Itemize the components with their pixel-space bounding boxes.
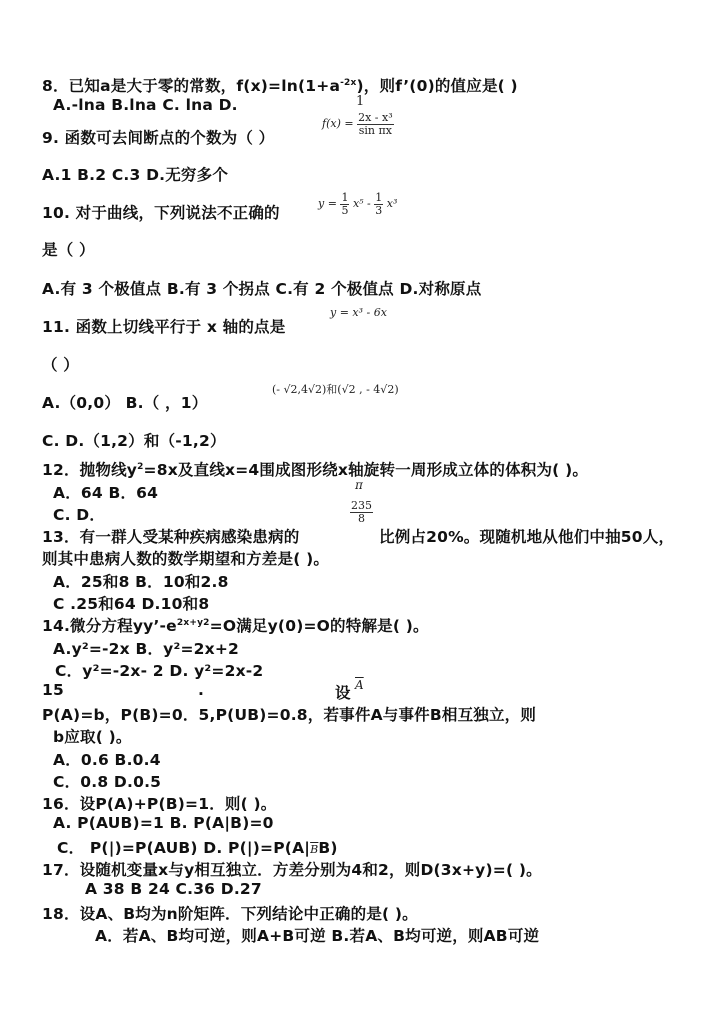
q11-option-c-d: C. D.（1,2）和（-1,2）	[42, 432, 226, 450]
q9-options: A.1 B.2 C.3 D.无穷多个	[42, 166, 229, 184]
q10-options: A.有 3 个极值点 B.有 3 个拐点 C.有 2 个极值点 D.对称原点	[42, 280, 482, 298]
q11-option-a-b: A.（0,0） B.（ ，1）	[42, 394, 208, 412]
q15-options-ab: A．0.6 B.0.4	[53, 751, 161, 769]
q15-options-cd: C．0.8 D.0.5	[53, 773, 162, 791]
q10-stem: 10. 对于曲线，下列说法不正确的	[42, 204, 280, 222]
q16-math: $\overline{B}$	[310, 843, 319, 856]
q12-fraction: $\frac{235}{8}$	[351, 499, 372, 525]
q16-options-ab: A. P(AUB)=1 B. P(A|B)=0	[53, 814, 274, 832]
q11-stem: 11. 函数上切线平行于 x 轴的点是	[42, 318, 286, 336]
q13-stem-a: 13．有一群人受某种疾病感染患病的	[42, 528, 300, 546]
q9-stem: 9. 函数可去间断点的个数为（ ）	[42, 129, 275, 147]
q8-stem: 8．已知a是大于零的常数，$f(x)=\ln(1+a^{-2x})$，则f’(0)的值应是( )	[42, 77, 518, 95]
q15-math: $\overline{A}$	[355, 678, 364, 692]
q11-option-b-math: (- √2,4√2)和(√2 , - 4√2)	[272, 383, 399, 396]
q17-stem: 17．设随机变量x与y相互独立．方差分别为4和2，则D(3x+y)=( )。	[42, 861, 542, 879]
q15-stem-cont: P(A)=b，P(B)=0．5,P(UB)=0.8，若事件A与事件B相互独立，则	[42, 706, 537, 724]
q14-options-ab: A.y²=-2x B．y²=2x+2	[53, 640, 240, 658]
q18-stem: 18．设A、B均为n阶矩阵．下列结论中正确的是( )。	[42, 905, 418, 923]
q15-dot: .	[198, 681, 205, 699]
q14-options-cd: C．y²=-2x- 2 D. y²=2x-2	[55, 662, 264, 680]
q13-stem-b: 比例占20%。现随机地从他们中抽50人，	[379, 528, 675, 546]
q11-paren: （ ）	[42, 356, 79, 374]
q8-options: A.-lna B.lna C. lna D.	[53, 96, 238, 114]
q15-stem-cont2: b应取( )。	[53, 728, 132, 746]
q12-options-cd: C. D．	[53, 506, 106, 524]
q12-pi: π	[355, 478, 363, 492]
q13-options-ab: A．25和8 B．10和2.8	[53, 573, 229, 591]
q12-stem: 12．抛物线$y^2=8x$及直线x=4围成图形绕x轴旋转一周形成立体的体积为( )。	[42, 461, 589, 479]
q17-options: A 38 B 24 C.36 D.27	[85, 880, 262, 898]
q13-options-cd: C .25和64 D.10和8	[53, 595, 210, 613]
q10-stem-cont: 是（ ）	[42, 241, 95, 259]
q13-stem-cont: 则其中患病人数的数学期望和方差是( )。	[42, 550, 330, 568]
q18-options: A．若A、B均可逆，则A+B可逆 B.若A、B均可逆，则AB可逆	[95, 927, 540, 945]
q14-stem: 14.微分方程$yy’-e^{2x+y2}=O$满足y(0)=O的特解是( )。	[42, 617, 429, 635]
q10-math: y = $\frac{1}{5}$ x⁵ - $\frac{1}{3}$ x³	[318, 191, 398, 217]
q8-math: 1	[356, 94, 365, 109]
q15-she: 设	[335, 684, 351, 702]
q12-options-ab: A．64 B．64	[53, 484, 159, 502]
q9-math: f(x) = $\frac{\text{2x - x³}}{\text{sin πx}}$	[322, 111, 393, 137]
q15-number: 15	[42, 681, 64, 699]
q16-options-cd: C． P(|)=P(AUB) D. $P(|)=P(A|\overline{B}B)$	[57, 839, 338, 857]
q11-math: y = x³ - 6x	[330, 306, 387, 319]
q16-stem: 16．设P(A)+P(B)=1．则( )。	[42, 795, 277, 813]
